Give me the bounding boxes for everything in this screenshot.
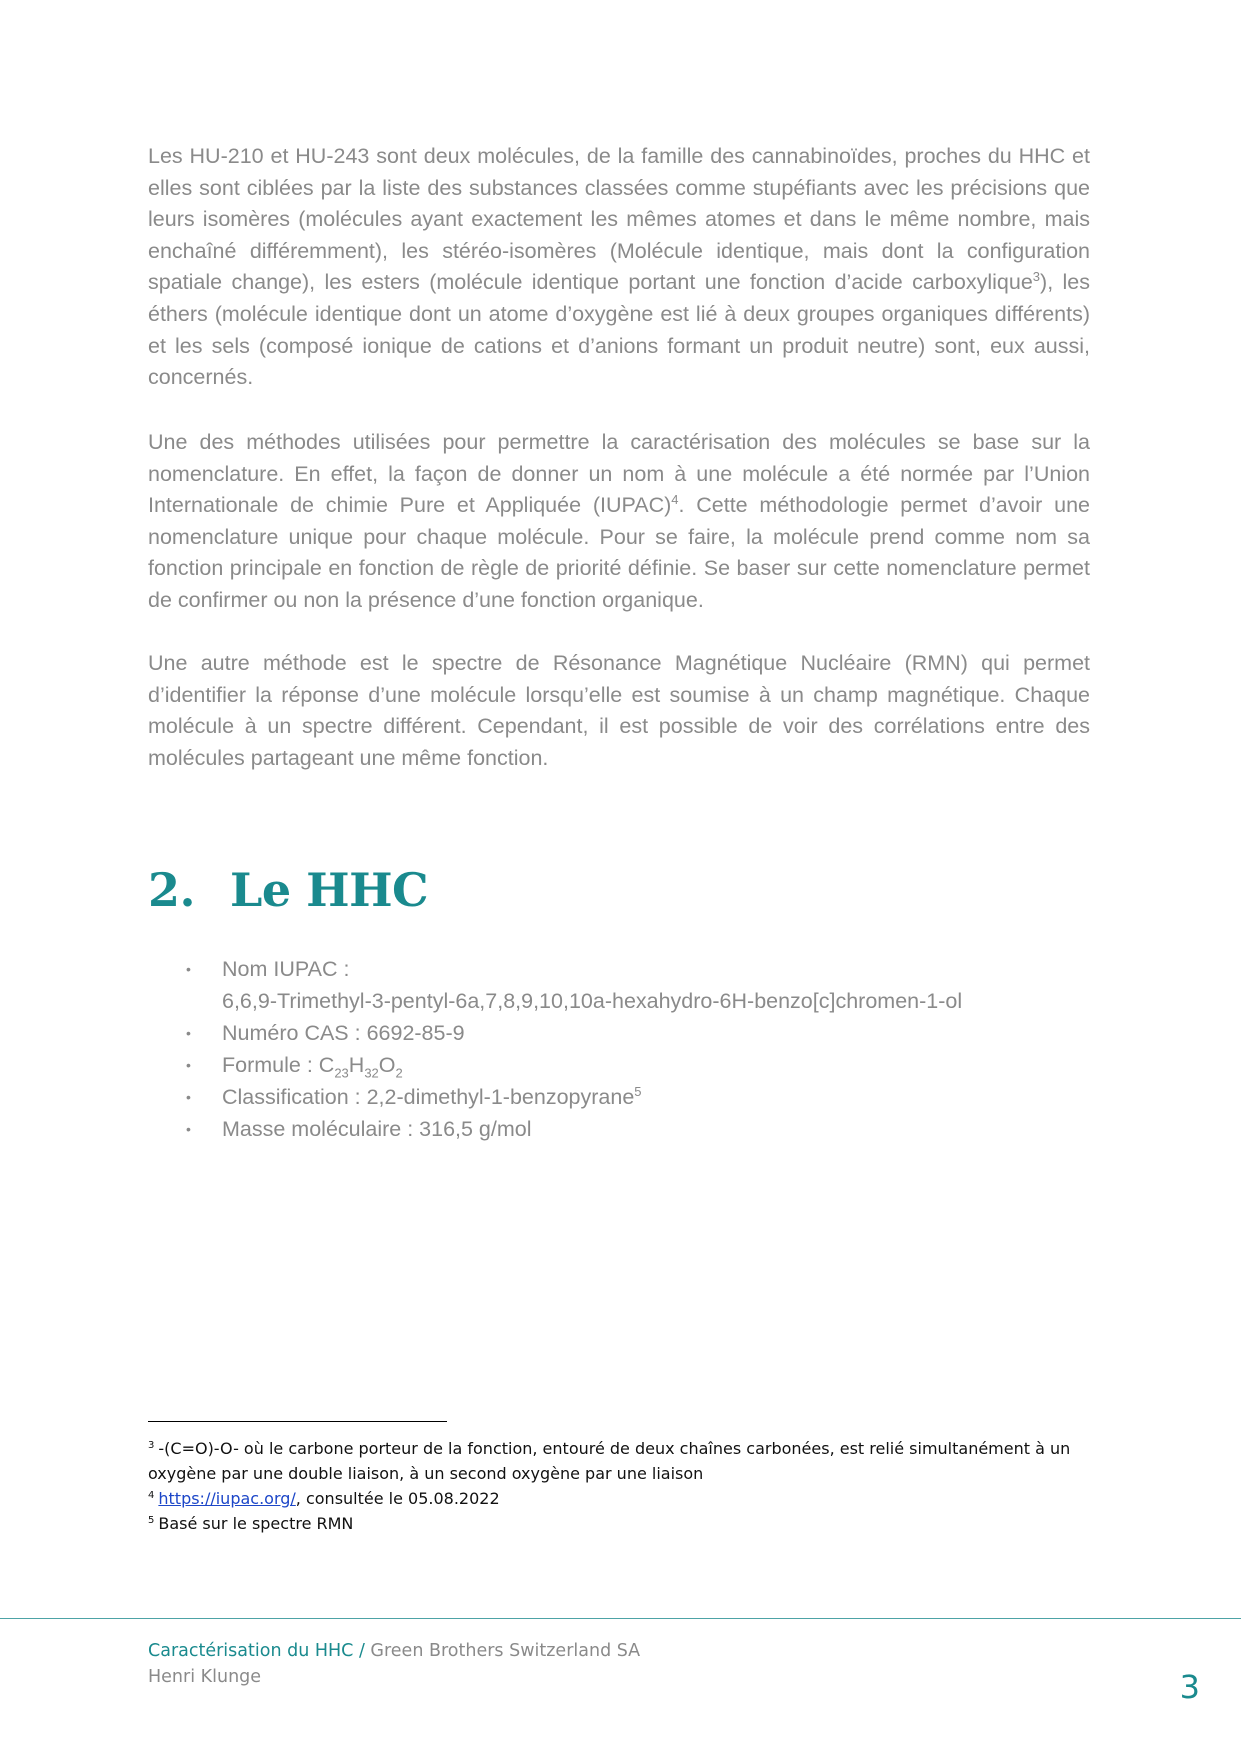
formula-c: C (318, 1053, 335, 1077)
bullet-icon: • (186, 1025, 191, 1041)
footnote-ref-5[interactable]: 5 (634, 1083, 642, 1099)
footer-title-line (148, 1638, 640, 1664)
formula-c-count: 23 (334, 1065, 349, 1081)
section-heading (148, 858, 428, 922)
paragraph-text: Les HU-210 et HU-243 sont deux molécules, de la famille des cannabinoïdes, proches du HHC et elles sont ciblées par la liste des substances classées comme stupéfiants avec les précisions que leurs isomères (molécules ayant exactement les mêmes atomes et dans le même nombre, mais enchaîné différemment), les stéréo-isomères (Molécule identique, mais dont la configuration spatiale change), les esters (molécule identique portant une fonction d’acide carboxylique (148, 144, 1090, 295)
formula-h: H (348, 1053, 365, 1077)
bullet-icon: • (186, 1089, 191, 1105)
page-footer (148, 1638, 640, 1690)
list-item-iupac (148, 953, 1088, 1017)
footnote-4 (148, 1486, 1098, 1511)
section-title: Le HHC (230, 863, 429, 917)
formula-label: Formule : (222, 1053, 319, 1077)
properties-list (148, 953, 1088, 1145)
footnote-text: , consultée le 05.08.2022 (295, 1489, 500, 1508)
footnote-text: Basé sur le spectre RMN (158, 1514, 354, 1533)
footnote-5 (148, 1511, 1098, 1536)
footnotes (148, 1436, 1098, 1536)
list-item-formula (148, 1049, 1088, 1081)
company-name: Green Brothers Switzerland SA (364, 1641, 641, 1661)
section-number: 2. (148, 863, 196, 917)
iupac-value: 6,6,9-Trimethyl-3-pentyl-6a,7,8,9,10,10a-hexahydro-6H-benzo[c]chromen-1-ol (222, 989, 963, 1013)
footer-divider (0, 1618, 1241, 1619)
list-item-cas (148, 1017, 1088, 1049)
footnote-number: 4 (148, 1489, 155, 1501)
footnote-number: 3 (148, 1439, 155, 1451)
paragraph-rmn: Une autre méthode est le spectre de Résonance Magnétique Nucléaire (RMN) qui permet d’identifier la réponse d’une molécule lorsqu’elle est soumise à un champ magnétique. Chaque molécule à un spectre différent. Cependant, il est possible de voir des corrélations entre des molécules partageant une même fonction. (148, 651, 1090, 770)
footnote-separator (148, 1421, 447, 1422)
author-name: Henri Klunge (148, 1667, 262, 1687)
list-item-mass (148, 1113, 1088, 1145)
paragraph-nomenclature (148, 427, 1090, 617)
formula-o-count: 2 (395, 1065, 403, 1081)
paragraph-text: ), les éthers (molécule identique dont un atome d’oxygène est lié à deux groupes organiques différents) et les sels (composé ionique de cations et d’anions formant un produit neutre) sont, eux aussi, concernés. (148, 270, 1091, 390)
footnote-text: -(C=O)-O- où le carbone porteur de la fonction, entouré de deux chaînes carbonées, est relié simultanément à un oxygène par une double liaison, à un second oxygène par une liaison (148, 1439, 1071, 1483)
bullet-icon: • (186, 961, 191, 977)
bullet-icon: • (186, 1121, 191, 1137)
document-title: Caractérisation du HHC / (148, 1641, 365, 1661)
paragraph-text: Une des méthodes utilisées pour permettre la caractérisation des molécules se base sur la nomenclature. En effet, la façon de donner un nom à une molécule a été normée par l’Union Internationale de chimie Pure et Appliquée (IUPAC) (148, 430, 1090, 518)
bullet-icon: • (186, 1057, 191, 1073)
iupac-label: Nom IUPAC : (222, 957, 350, 981)
list-item-classification (148, 1081, 1088, 1113)
footnote-ref-4[interactable]: 4 (671, 492, 679, 508)
footnote-number: 5 (148, 1514, 155, 1526)
footnote-ref-3[interactable]: 3 (1032, 269, 1041, 285)
footnote-3 (148, 1436, 1098, 1486)
classification: Classification : 2,2-dimethyl-1-benzopyrane (222, 1085, 635, 1109)
formula-o: O (378, 1053, 396, 1077)
page-number: 3 (1179, 1668, 1200, 1706)
paragraph-isomers (148, 141, 1090, 394)
molecular-mass: Masse moléculaire : 316,5 g/mol (222, 1117, 532, 1141)
formula-h-count: 32 (364, 1065, 379, 1081)
cas-number: Numéro CAS : 6692-85-9 (222, 1021, 465, 1045)
paragraph-text: . Cette méthodologie permet d’avoir une nomenclature unique pour chaque molécule. Pour se faire, la molécule prend comme nom sa fonction principale en fonction de règle de priorité définie. Se baser sur cette nomenclature permet de confirmer ou non la présence d’une fonction organique. (148, 493, 1090, 612)
iupac-link[interactable]: https://iupac.org/ (158, 1489, 296, 1508)
